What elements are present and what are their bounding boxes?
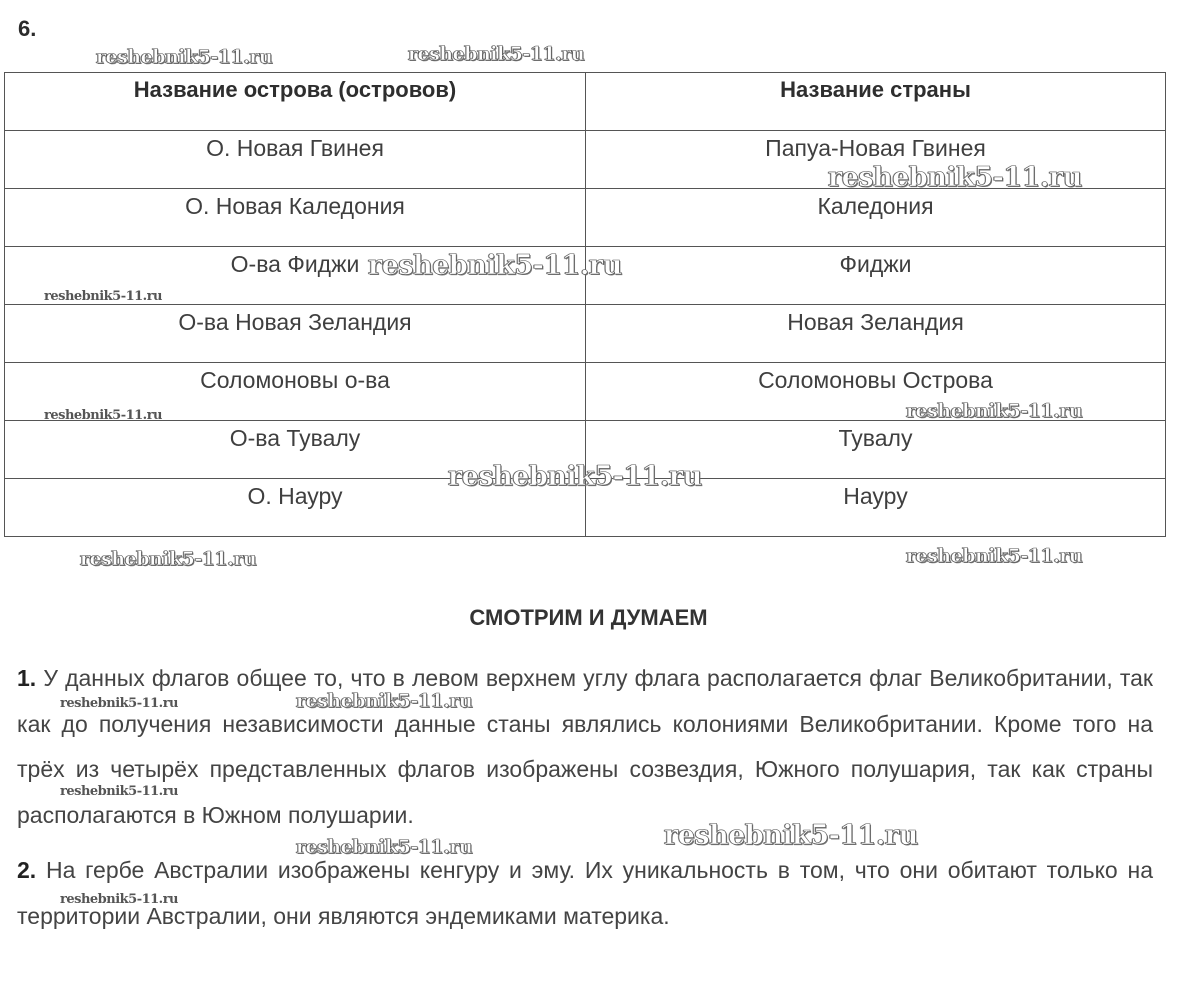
paragraph-2 xyxy=(17,848,1153,939)
country-cell: Новая Зеландия xyxy=(586,305,1166,363)
paragraph-number: 2. xyxy=(17,857,37,883)
paragraph-1 xyxy=(17,656,1153,838)
watermark: reshebnik5-11.ru xyxy=(44,408,163,423)
country-cell: Фиджи xyxy=(586,247,1166,305)
island-cell: Соломоновы о-ва xyxy=(5,363,586,421)
column-header-country: Название страны xyxy=(586,73,1166,131)
watermark: reshebnik5-11.ru xyxy=(60,892,179,907)
watermark: reshebnik5-11.ru xyxy=(60,696,179,711)
task-number: 6. xyxy=(18,16,37,41)
island-cell: О. Новая Каледония xyxy=(5,189,586,247)
watermark: reshebnik5-11.ru xyxy=(44,289,163,304)
watermark: reshebnik5-11.ru xyxy=(664,820,918,851)
watermark: reshebnik5-11.ru xyxy=(60,784,179,799)
island-cell: О-ва Фиджи xyxy=(5,247,586,305)
column-header-island: Название острова (островов) xyxy=(5,73,586,131)
island-cell: О. Новая Гвинея xyxy=(5,131,586,189)
island-cell: О-ва Новая Зеландия xyxy=(5,305,586,363)
table-row xyxy=(5,189,1166,247)
table-row xyxy=(5,305,1166,363)
table-header-row xyxy=(5,73,1166,131)
country-cell: Науру xyxy=(586,479,1166,537)
paragraph-text: На гербе Австралии изображены кенгуру и эму. Их уникальность в том, что они обитают только на территории Австралии, они являются эндемиками материка. xyxy=(17,857,1153,929)
watermark: reshebnik5-11.ru xyxy=(296,836,473,858)
paragraph-number: 1. xyxy=(17,665,37,691)
island-cell: О. Науру xyxy=(5,479,586,537)
watermark: reshebnik5-11.ru xyxy=(368,250,622,281)
island-cell: О-ва Тувалу xyxy=(5,421,586,479)
watermark: reshebnik5-11.ru xyxy=(80,548,257,570)
section-title: СМОТРИМ И ДУМАЕМ xyxy=(469,605,708,630)
country-cell: Соломоновы Острова xyxy=(586,363,1166,421)
watermark: reshebnik5-11.ru xyxy=(906,400,1083,422)
watermark: reshebnik5-11.ru xyxy=(408,43,585,65)
watermark: reshebnik5-11.ru xyxy=(296,690,473,712)
watermark: reshebnik5-11.ru xyxy=(906,545,1083,567)
watermark: reshebnik5-11.ru xyxy=(448,461,702,492)
country-cell: Тувалу xyxy=(586,421,1166,479)
paragraph-text: У данных флагов общее то, что в левом верхнем углу флага располагается флаг Великобритании, так как до получения независимости данные станы являлись колониями Великобритании. Кроме того на трёх из четырёх представленных флагов изображены созвездия, Южного полушария, так как страны располагаются в Южном полушарии. xyxy=(17,665,1153,828)
watermark: reshebnik5-11.ru xyxy=(96,46,273,68)
country-cell: Папуа-Новая Гвинея xyxy=(586,131,1166,189)
watermark: reshebnik5-11.ru xyxy=(828,162,1082,193)
country-cell: Каледония xyxy=(586,189,1166,247)
